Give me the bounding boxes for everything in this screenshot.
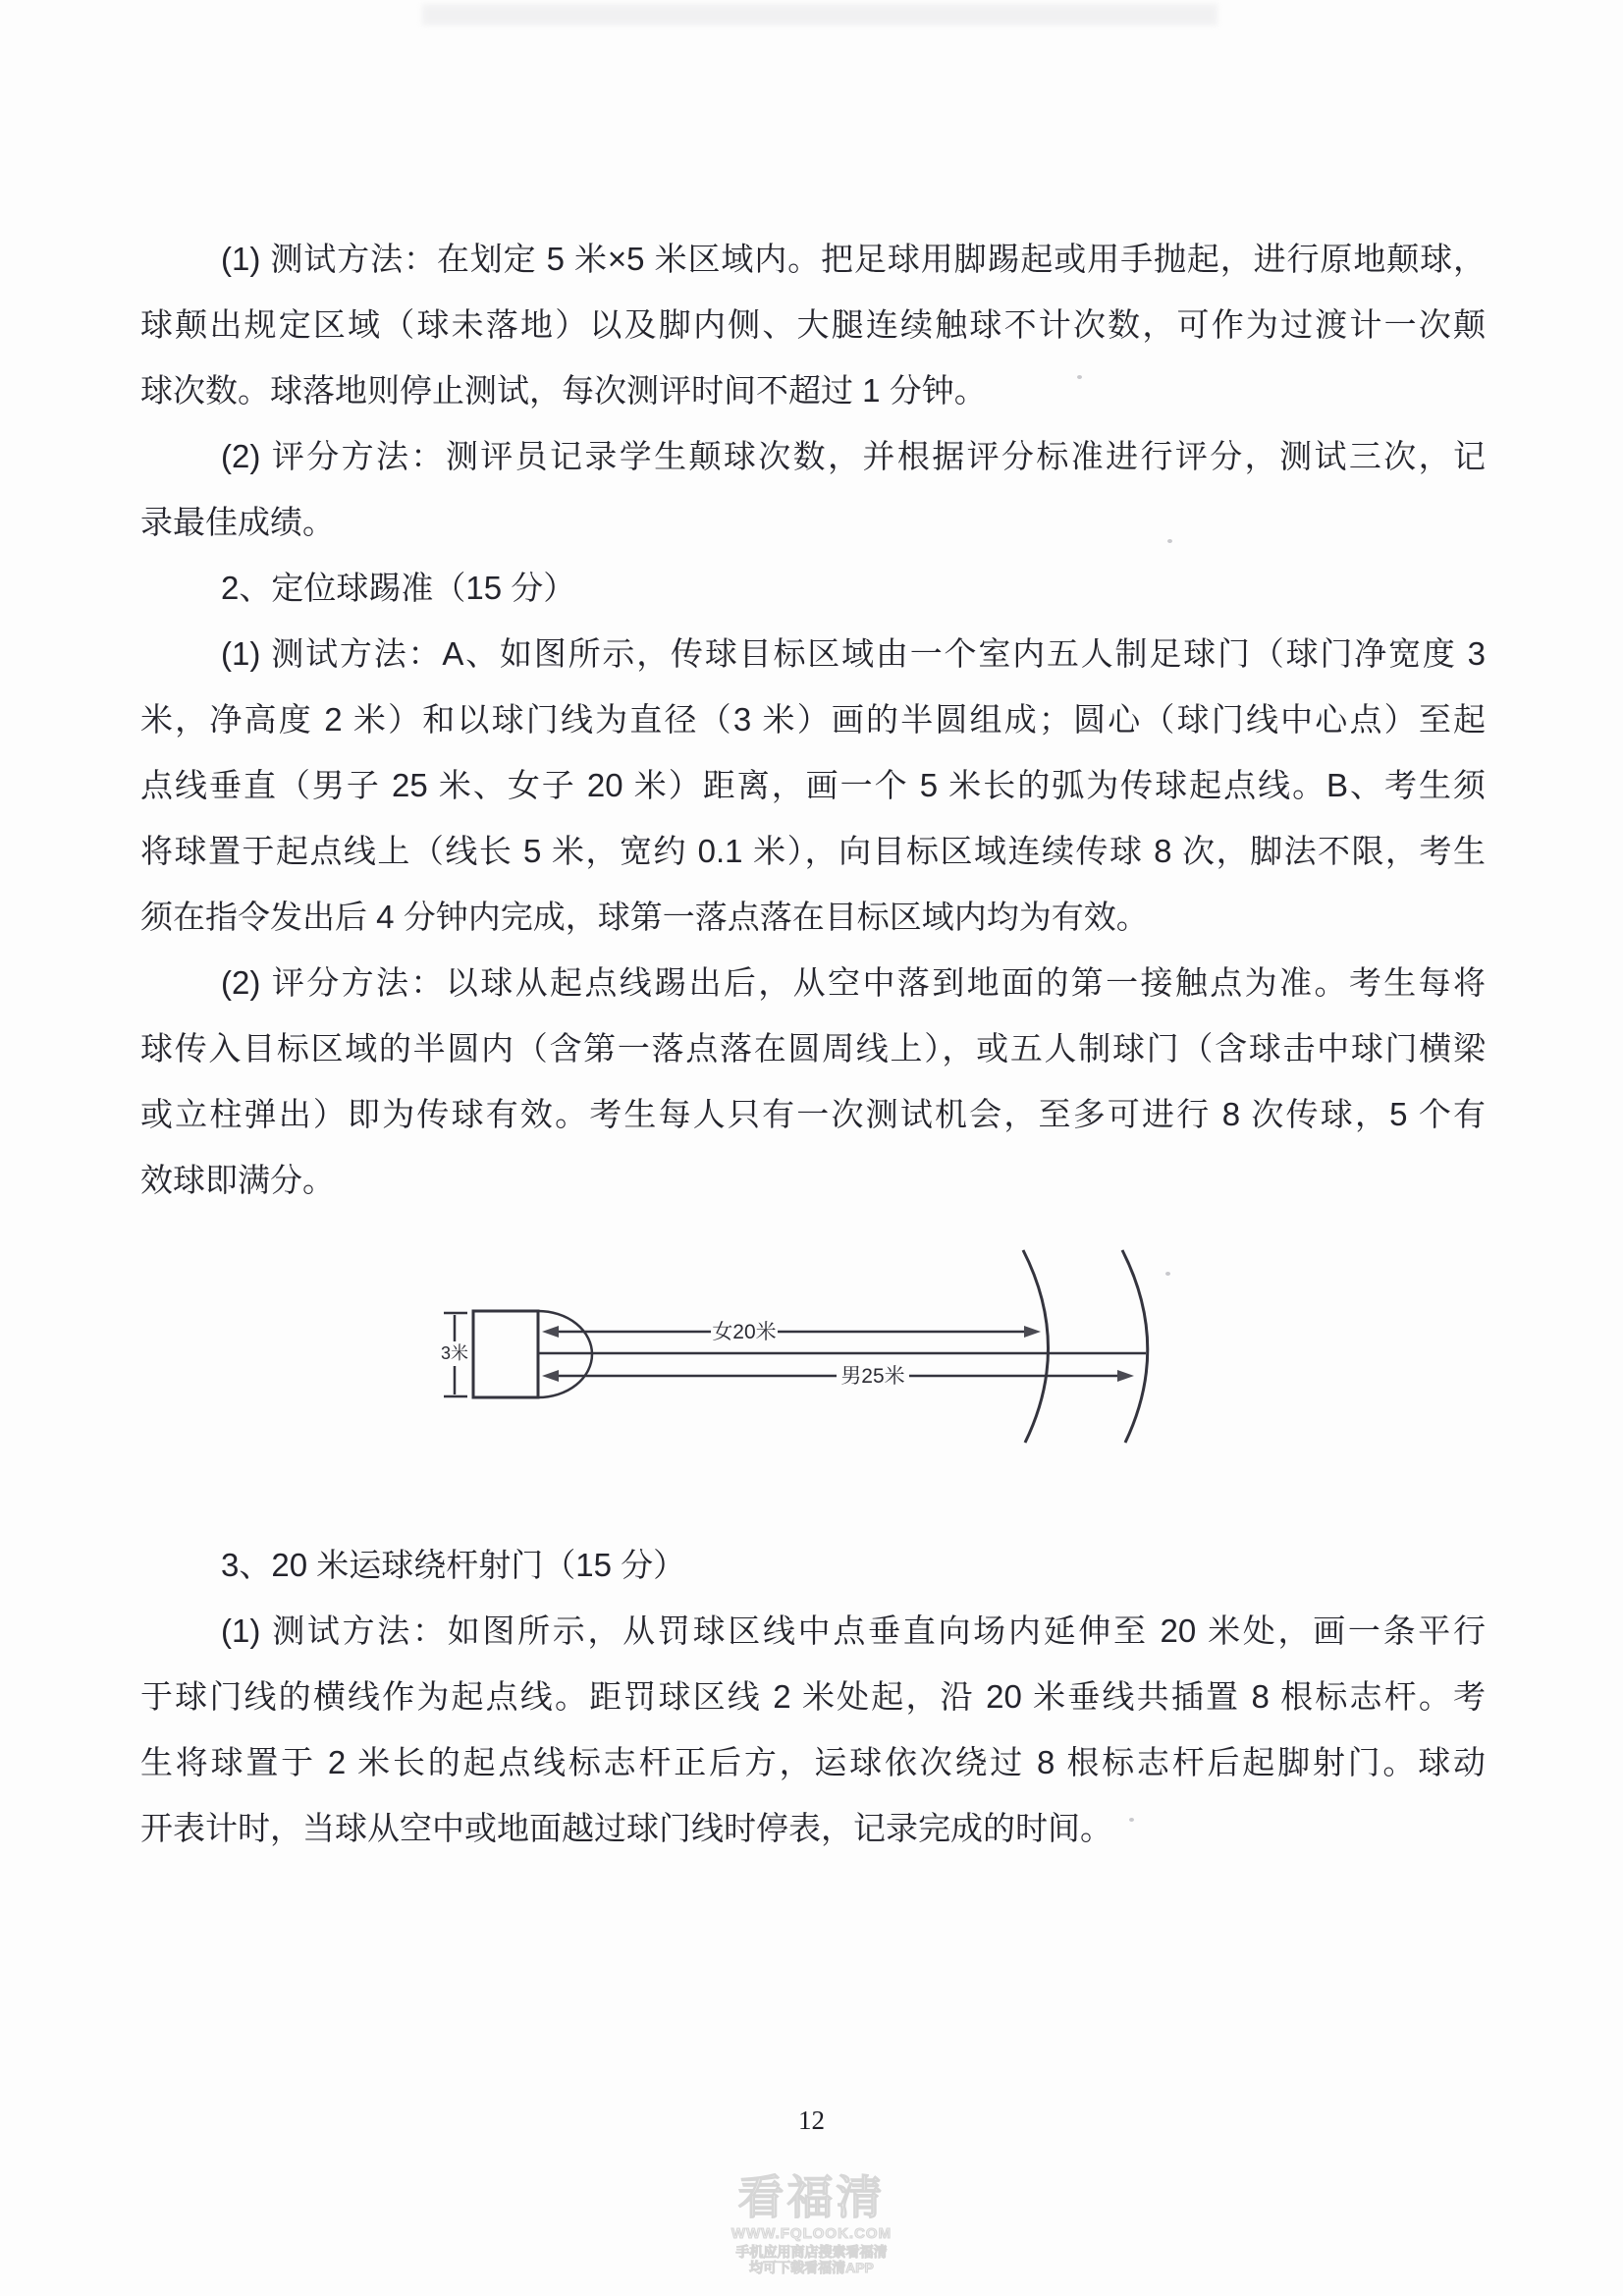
scan-speck	[1165, 1272, 1170, 1276]
male-distance-label: 男25米	[840, 1365, 905, 1388]
text-line: 录最佳成绩。	[140, 504, 335, 540]
text-line: 或立柱弹出）即为传球有效。考生每人只有一次测试机会，至多可进行 8 次传球，5 个有	[140, 1096, 1486, 1132]
text-line: 米，净高度 2 米）和以球门线为直径（3 米）画的半圆组成；圆心（球门线中心点）至起	[140, 701, 1486, 738]
text-line: 于球门线的横线作为起点线。距罚球区线 2 米处起，沿 20 米垂线共插置 8 根标志杆。考	[140, 1678, 1486, 1715]
watermark-url: WWW.FQLOOK.COM	[730, 2225, 893, 2242]
arrowhead-left-male	[542, 1370, 559, 1382]
goal-width-label: 3米	[440, 1343, 469, 1363]
text-line: 须在指令发出后 4 分钟内完成，球第一落点落在目标区域内均为有效。	[140, 899, 1149, 935]
watermark-note-1: 手机应用商店搜索看福清	[735, 2244, 888, 2260]
watermark	[0, 2172, 1623, 2275]
arrowhead-left-female	[542, 1326, 559, 1338]
scan-smudge-top	[422, 4, 1217, 26]
text-line: 将球置于起点线上（线长 5 米，宽约 0.1 米），向目标区域连续传球 8 次，脚法不限，考生	[140, 833, 1486, 869]
goal-rect	[473, 1311, 538, 1397]
text-line: (1) 测试方法：如图所示，从罚球区线中点垂直向场内延伸至 20 米处，画一条平行	[221, 1613, 1486, 1649]
watermark-title: 看福清	[737, 2171, 886, 2223]
text-line: 球传入目标区域的半圆内（含第一落点落在圆周线上），或五人制球门（含球击中球门横梁	[140, 1030, 1486, 1066]
text-line: (2) 评分方法：测评员记录学生颠球次数，并根据评分标准进行评分，测试三次，记	[221, 438, 1486, 474]
page-number: 12	[798, 2105, 825, 2135]
text-line: 开表计时，当球从空中或地面越过球门线时停表，记录完成的时间。	[140, 1810, 1112, 1846]
text-line: 点线垂直（男子 25 米、女子 20 米）距离，画一个 5 米长的弧为传球起点线。B、考生须	[140, 767, 1486, 803]
female-distance-label: 女20米	[712, 1321, 777, 1343]
text-line: 球次数。球落地则停止测试，每次测评时间不超过 1 分钟。	[140, 372, 987, 409]
field-diagram-svg	[432, 1242, 1188, 1453]
text-line: 3、20 米运球绕杆射门（15 分）	[221, 1547, 686, 1583]
arrowhead-right-female	[1024, 1326, 1041, 1338]
arrowhead-right-male	[1117, 1370, 1134, 1382]
text-line: 生将球置于 2 米长的起点线标志杆正后方，运球依次绕过 8 根标志杆后起脚射门。球动	[140, 1744, 1486, 1780]
text-line: (1) 测试方法：在划定 5 米×5 米区域内。把足球用脚踢起或用手抛起，进行原地颠球，	[221, 241, 1486, 277]
field-diagram	[432, 1242, 1188, 1453]
watermark-note-2: 均可下载看福清APP	[749, 2260, 874, 2275]
text-line: (1) 测试方法：A、如图所示，传球目标区域由一个室内五人制足球门（球门净宽度 3	[221, 635, 1486, 672]
text-line: 效球即满分。	[140, 1162, 335, 1198]
text-line: (2) 评分方法：以球从起点线踢出后，从空中落到地面的第一接触点为准。考生每将	[221, 964, 1486, 1001]
arc-20m-start-line	[1023, 1250, 1049, 1443]
text-line: 球颠出规定区域（球未落地）以及脚内侧、大腿连续触球不计次数，可作为过渡计一次颠	[140, 306, 1486, 343]
arc-25m-start-line	[1122, 1250, 1148, 1443]
text-line: 2、定位球踢准（15 分）	[221, 570, 576, 606]
